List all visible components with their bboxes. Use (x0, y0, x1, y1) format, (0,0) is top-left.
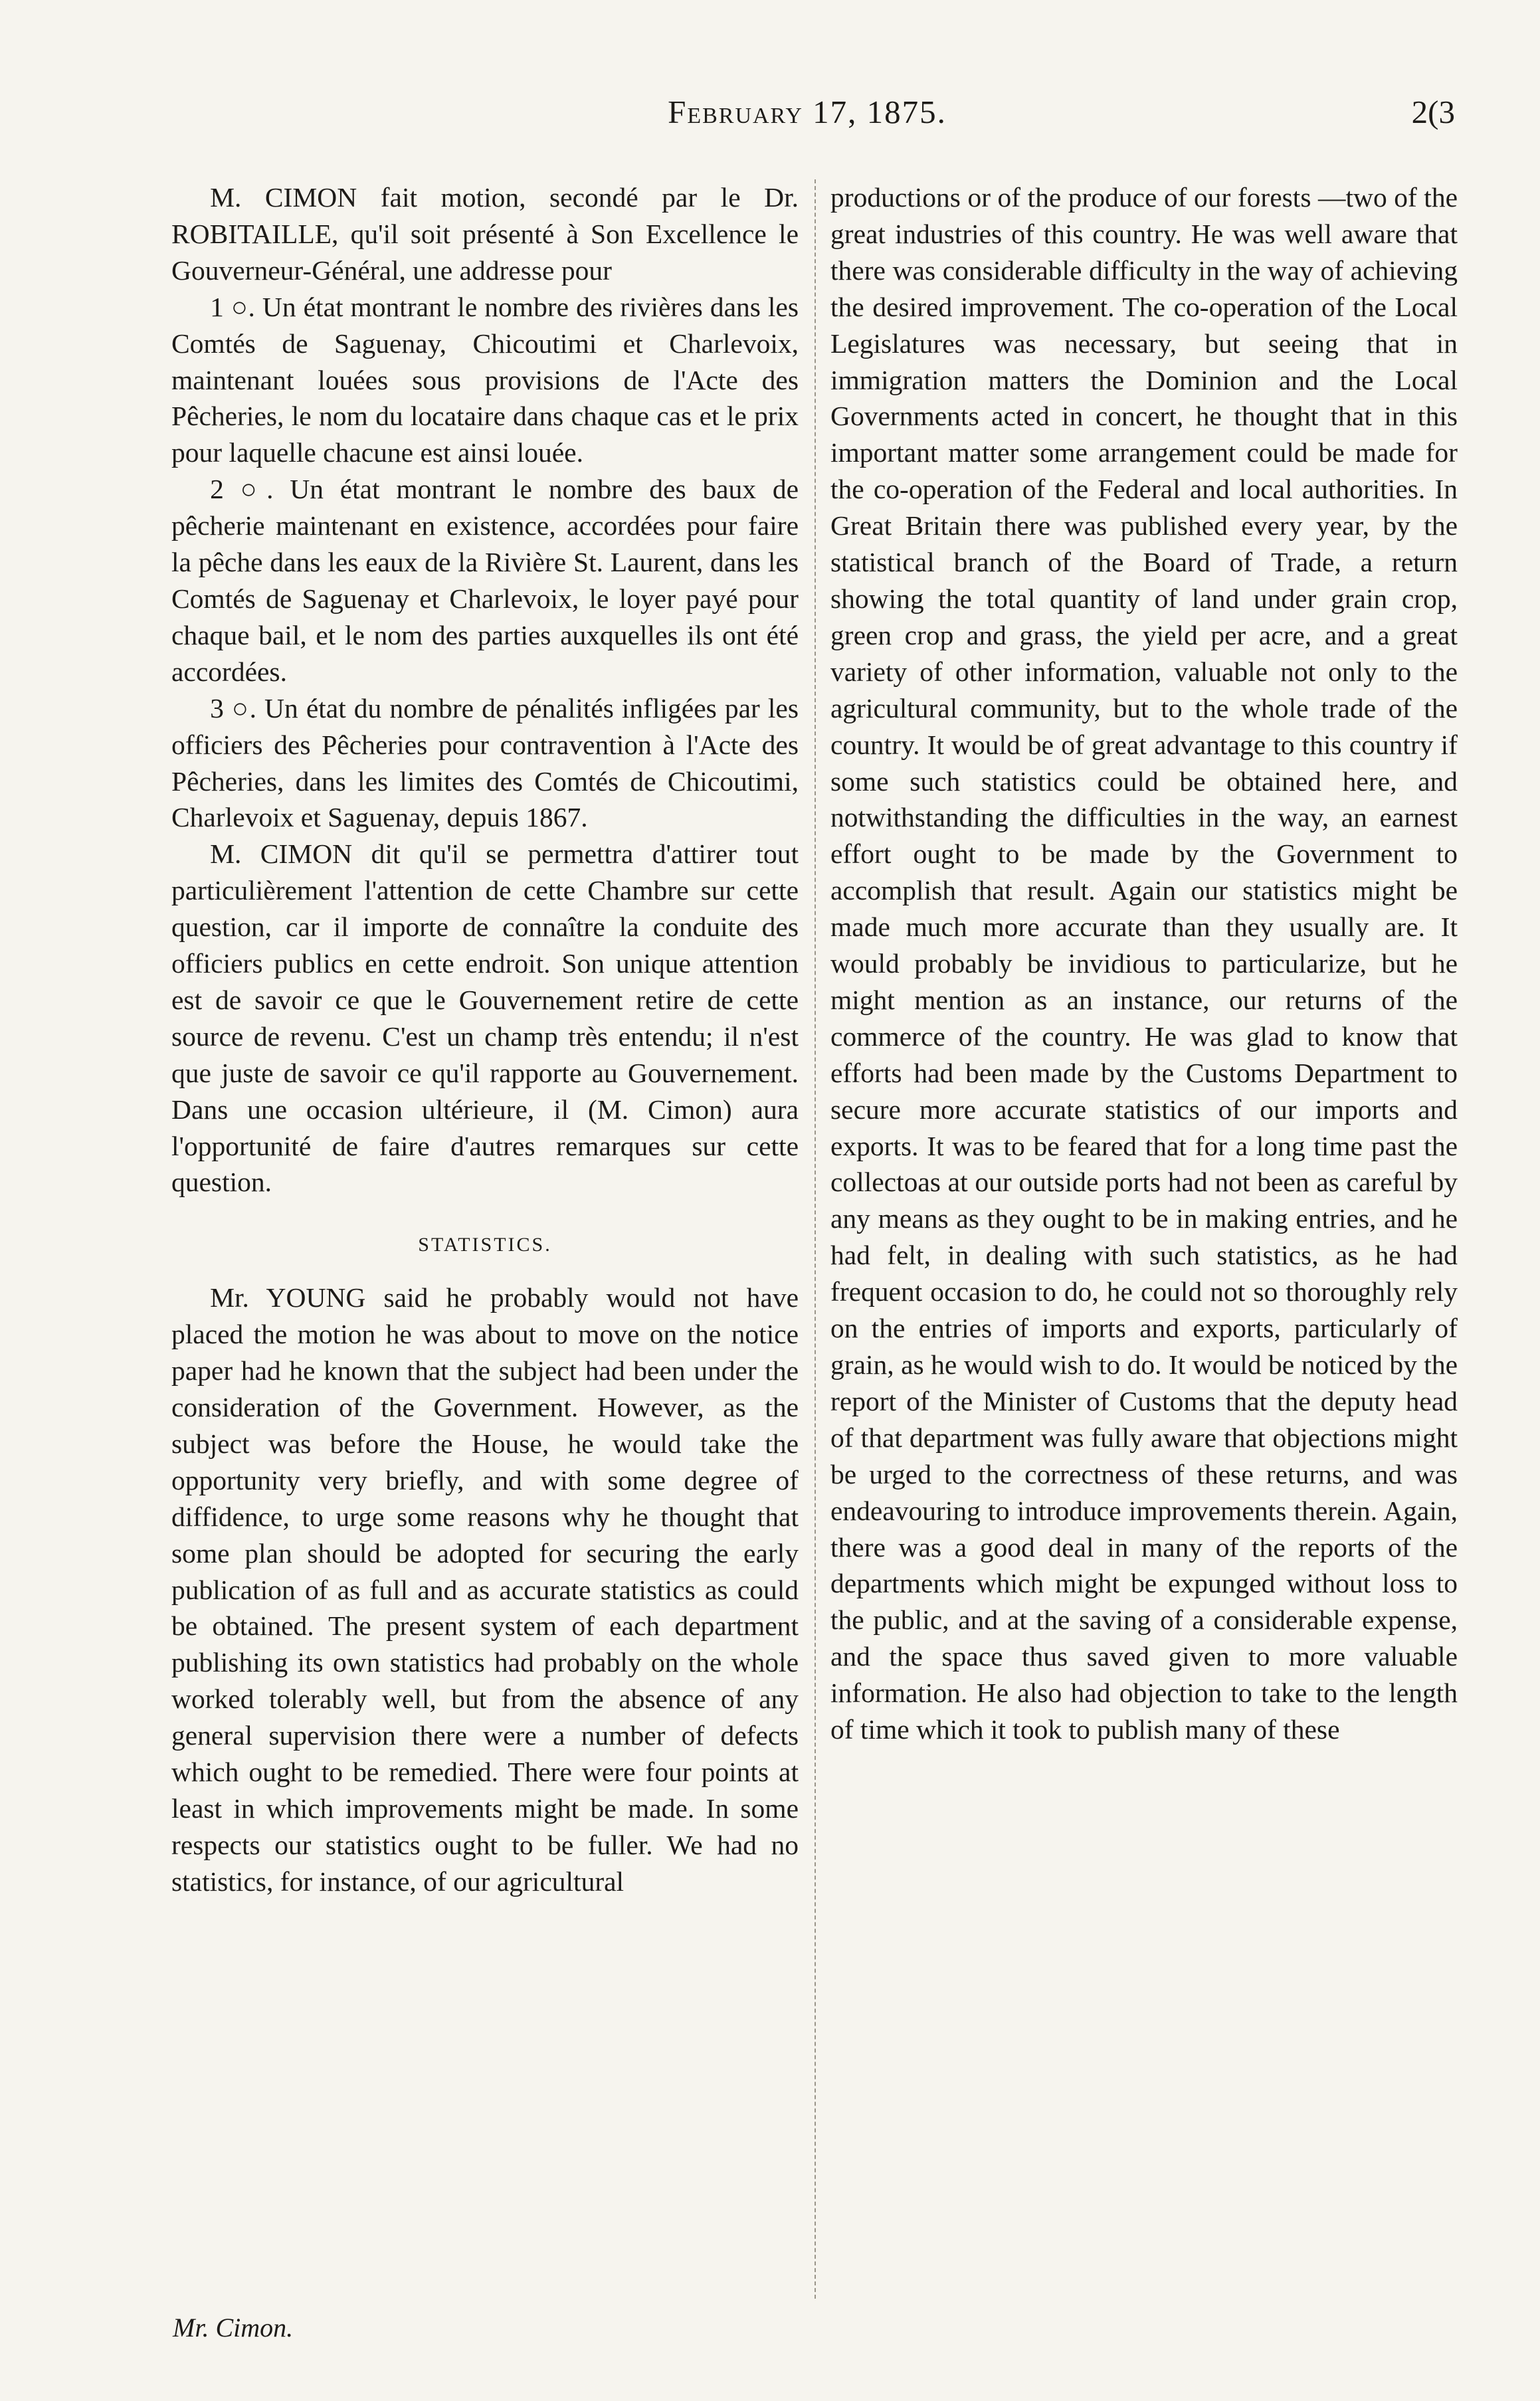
young-speech-continued: productions or of the produce of our forests —two of the great industries of this country. He was well aware that there was considerable difficulty in the way of achieving the desired improvement. The co-operation of the Local Legislatures was necessary, but seeing that in immigration matters the Dominion and the Local Governments acted in concert, he thought that in this important matter some arrangement could be made for the co-operation of the Federal and local authorities. In Great Britain there was published every year, by the statistical branch of the Board of Trade, a return showing the total quantity of land under grain crop, green crop and grass, the yield per acre, and a great variety of other information, valuable not only to the agricultural community, but to the whole trade of the country. It would be of great advantage to this country if some such statistics could be obtained here, and notwithstanding the difficulties in the way, an earnest effort ought to be made by the Government to accomplish that result. Again our statistics might be made much more accurate than they usually are. It would probably be invidious to particularize, but he might mention as an instance, our returns of the commerce of the country. He was glad to know that efforts had been made by the Customs Department to secure more accurate statistics of our imports and exports. It was to be feared that for a long time past the collectoas at our outside ports had not been as careful by any means as they ought to be in making entries, and he had felt, in dealing with such statistics, as he had frequent occasion to do, he could not so thoroughly rely on the entries of imports and exports, particularly of grain, as he would wish to do. It would be noticed by the report of the Minister of Customs that the deputy head of that department was fully aware that objections might be urged to the correctness of these returns, and was endeavouring to introduce improvements therein. Again, there was a good deal in many of the reports of the departments which might be expunged without loss to the public, and at the saving of a considerable expense, and the space thus saved given to more valuable information. He also had objection to take to the length of time which it took to publish many of these (830, 182, 1458, 1745)
motion-item-2: 2 ○. Un état montrant le nombre des baux de pêcherie maintenant en existence, accordées pour faire la pêche dans les eaux de la Rivière St. Laurent, dans les Comtés de Saguenay et Charlevoix, le loyer payé pour chaque bail, et le nom des parties auxquelles ils ont été accordées. (171, 474, 799, 687)
motion-paragraph: M. CIMON fait motion, secondé par le Dr. ROBITAILLE, qu'il soit présenté à Son Excellence le Gouverneur-Général, une addresse pour (171, 182, 799, 286)
motion-item-1: 1 ○. Un état montrant le nombre des rivières dans les Comtés de Saguenay, Chicoutimi et Charlevoix, maintenant louées sous provisions de l'Acte des Pêcheries, le nom du locataire dans chaque cas et le prix pour laquelle chacune est ainsi louée. (171, 291, 799, 468)
page-number: 2(3 (1411, 94, 1455, 130)
section-heading-statistics: STATISTICS. (418, 1234, 552, 1256)
left-column (171, 179, 799, 1900)
footer-speaker-name: Mr. Cimon. (173, 2313, 294, 2343)
column-divider (815, 179, 816, 2299)
motion-item-3: 3 ○. Un état du nombre de pénalités infligées par les officiers des Pêcheries pour contravention à l'Acte des Pêcheries, dans les limites des Comtés de Chicoutimi, Charlevoix et Saguenay, depuis 1867. (171, 692, 799, 833)
cimon-remarks: M. CIMON dit qu'il se permettra d'attirer tout particulièrement l'attention de cette Chambre sur cette question, car il importe de connaître la conduite des officiers publics en cette endroit. Son unique attention est de savoir ce que le Gouvernement retire de cette source de revenu. C'est un champ très entendu; il n'est que juste de savoir ce qu'il rapporte au Gouvernement. Dans une occasion ultérieure, il (M. Cimon) aura l'opportunité de faire d'autres remarques sur cette question. (171, 838, 799, 1198)
right-column (830, 179, 1458, 1748)
young-speech-start: Mr. YOUNG said he probably would not have placed the motion he was about to move on the notice paper had he known that the subject had been under the consideration of the Government. However, as the subject was before the House, he would take the opportunity very briefly, and with some degree of diffidence, to urge some reasons why he thought that some plan should be adopted for securing the early publication of as full and as accurate statistics as could be obtained. The present system of each department publishing its own statistics had probably on the whole worked tolerably well, but from the absence of any general supervision there were a number of defects which ought to be remedied. There were four points at least in which improvements might be made. In some respects our statistics ought to be fuller. We had no statistics, for instance, of our agricultural (171, 1282, 799, 1897)
page-title: February 17, 1875. (668, 94, 947, 130)
running-head (159, 93, 1455, 146)
